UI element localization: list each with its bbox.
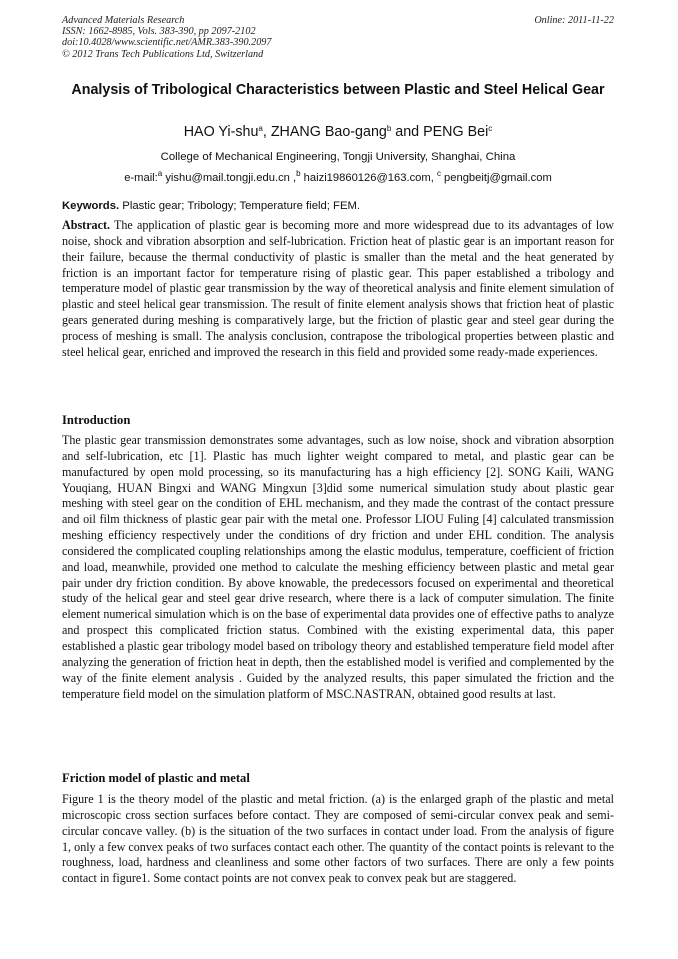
author-emails	[62, 171, 614, 185]
author-and: and	[391, 124, 424, 140]
email-mark: b	[296, 169, 301, 178]
introduction-body: The plastic gear transmission demonstrates some advantages, such as low noise, shock and vibration absorption and self-lubrication, etc [1]. Plastic has much lighter weight compared to metal, and plastic gear can be manufactured by open mold processing, so its manufacturing has a high efficiency [2]. SONG Kaili, WANG Youqiang, HUAN Bingxi and WANG Mingxun [3]did some numerical simulation study about plastic gear meshing with steel gear on the condition of EHL mechanism, and they made the contrast of the contact pressure and oil film thickness of plastic gear pair with the metal one. Professor LIOU Fuling [4] calculated transmission meshing efficiency respectively under the conditions of dry friction and under EHL condition. The analysis considered the complicated coupling relationships among the elastic modulus, temperature, coefficient of friction and load, meanwhile, provided one method to calculate the meshing efficiency between plastic and metal gear pair under dry friction condition. By above knowable, the predecessors focused on experimental and theoretical study of the helical gear and steel gear drive research, where there is a lack of computer simulation. The finite element numerical simulation which is on the base of experimental data provides one of effective paths to analyze and prospect this complicated friction status. Combined with the existing experimental data, this paper established a plastic gear tribology model based on tribology theory and established temperature field model after analyzing the generation of friction heat in depth, then the established model is verified and complemented by the way of the finite element analysis . Guided by the analyzed results, this paper simulated the friction and the temperature field model on the simulation platform of MSC.NASTRAN, obtained good results at last.	[62, 433, 614, 701]
section-heading-introduction: Introduction	[62, 413, 131, 427]
email-b: haizi19860126@163.com,	[300, 172, 437, 184]
email-c: pengbeitj@gmail.com	[440, 172, 552, 184]
author-affil-mark: c	[488, 124, 493, 133]
journal-doi: doi:10.4028/www.scientific.net/AMR.383-390.2097	[62, 37, 272, 49]
author-affil-mark: b	[386, 124, 392, 133]
abstract-text: The application of plastic gear is becoming more and more widespread due to its advantages of low noise, shock and vibration absorption and self-lubrication. Friction heat of plastic gear is an important reason for their failure, because the thermal conductivity of plastic is smaller than the metal and the heat generated by friction is an important factor for temperature rising of plastic gear. This paper established a tribology and temperature model of plastic gear transmission by the way of theoretical analysis and finite element simulation of plastic and steel helical gear transmission. The result of finite element analysis shows that friction heat of plastic gears generated during meshing is comparatively large, but the friction of plastic gear and steel gear during the process of meshing is small. The analysis conclusion, contrapose the tribological properties between plastic and steel helical gear, enriched and improved the research in this field and provided some ready-made experiences.	[62, 218, 614, 359]
email-mark: c	[436, 169, 441, 178]
abstract-label: Abstract.	[62, 218, 111, 232]
email-mark: a	[157, 169, 163, 178]
author-separator: ,	[262, 124, 271, 140]
friction-model-body: Figure 1 is the theory model of the plastic and metal friction. (a) is the enlarged graph of the plastic and metal microscopic cross section surfaces before contact. They are composed of semi-circular convex peak and semi-circular concave valley. (b) is the situation of the two surfaces in contact under load. From the analysis of figure 1, only a few convex peaks of two surfaces contact each other. The quantity of the contact points is relevant to the roughness, load, hardness and cleanliness and some other factors of two surfaces. There are only a few points contact in figure1. Some contact points are not convex peak to convex peak but are staggered.	[62, 792, 614, 886]
author-name: HAO Yi-shu	[183, 124, 259, 140]
keywords-label: Keywords.	[62, 200, 120, 212]
paper-title: Analysis of Tribological Characteristics between Plastic and Steel Helical Gear	[71, 82, 605, 98]
online-date: Online: 2011-11-22	[534, 15, 614, 26]
journal-issn: ISSN: 1662-8985, Vols. 383-390, pp 2097-2102	[62, 26, 256, 38]
keywords	[62, 199, 614, 213]
journal-name: Advanced Materials Research	[62, 15, 185, 26]
affiliation: College of Mechanical Engineering, Tongji University, Shanghai, China	[160, 151, 516, 163]
journal-info	[62, 15, 271, 60]
author-affil-mark: a	[258, 124, 263, 133]
email-a: yishu@mail.tongji.edu.cn ,	[162, 172, 297, 184]
email-prefix: e-mail:	[124, 172, 158, 184]
author-name: ZHANG Bao-gang	[270, 124, 387, 140]
keywords-text: Plastic gear; Tribology; Temperature field; FEM.	[119, 200, 361, 212]
abstract	[62, 218, 614, 361]
journal-copyright: © 2012 Trans Tech Publications Ltd, Switzerland	[62, 48, 264, 60]
section-heading-friction-model: Friction model of plastic and metal	[62, 771, 250, 785]
author-name: PENG Bei	[423, 124, 489, 140]
author-list	[62, 123, 614, 141]
